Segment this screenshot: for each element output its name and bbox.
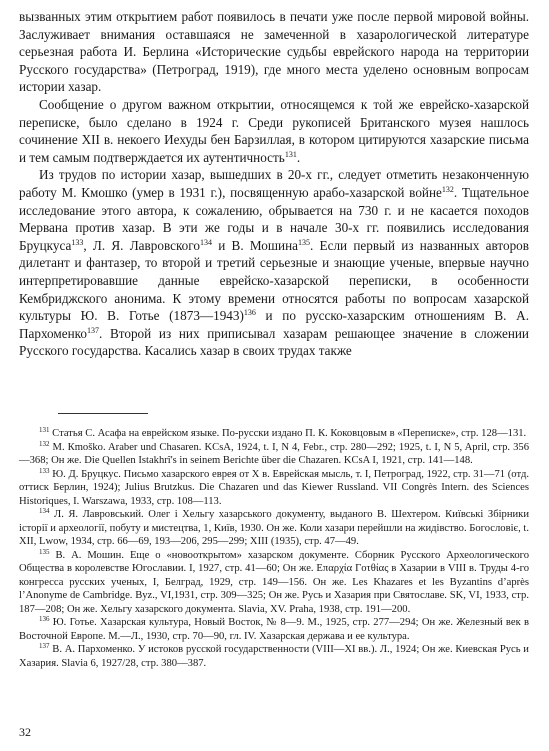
footnote-132: $^{132}$ М. Кmoško. Araber und Chasaren. KCsA, 1924, t. I, N 4, Febr., стр. 280—292; 1925, t. I, N 5, April, стр. 356—368; Он же. Die Quellen Istakhrî's in seinem Berichte über die Chazaren. KCsA I, 1921, стр. 141—148.	[19, 439, 529, 466]
paragraph-1: вызванных этим открытием работ появилось в печати уже после первой мировой войны. Заслуживает внимания оставшаяся не замеченной в хазарологической литературе серьезная работа И. Берлина «Исторические судьбы еврейского народа на территории Русского государства» (Петроград, 1919), где много места уделено основным вопросам истории хазар.	[19, 9, 529, 95]
footnote-ref-131: 131	[284, 149, 297, 159]
footnote-ref-134: 134	[199, 237, 212, 247]
paragraph-3: Из трудов по истории хазар, вышедших в 20-х гг., следует отметить незаконченную работу М. Кмошко (умер в 1931 г.), посвященную арабо-хазарской войне$^{132}$. Тщательное исследование этого автора, к сожалению, обрывается на 730 г. и не касается походов Мервана против хазар. В эти же годы и в начале 30-х гг. появились исследования Бруцкуса$^{133}$, Л. Я. Лавровского$^{134}$ и В. Мошина$^{135}$. Если первый из названных авторов дилетант и фантазер, то второй и третий серьезные и знающие ученые, впервые научно интерпретировавшие данные еврейско-хазарской переписки, в особенности Кембриджского анонима. К этому времени относятся работы по вопросам хазарской культуры Ю. В. Готье (1873—1943)$^{136}$ и по русско-хазарским отношениям В. А. Пархоменко$^{137}$. Второй из них приписывал хазарам решающее значение в сложении Русского государства. Касались хазар в своих трудах также	[19, 167, 529, 359]
footnote-ref-136: 136	[243, 308, 256, 318]
main-text	[19, 8, 529, 360]
footnote-ref-137: 137	[87, 325, 99, 335]
footnote-ref-135: 135	[298, 237, 310, 247]
footnote-134: $^{134}$ Л. Я. Лавровський. Олег і Хельгу хазарського документу, выданого В. Шехтером. Київськi Збiрники історії и археології, побуту и мистецтва, 1, Київ, 1930. Он же. Коли хазари перейшли на жидiвство. Богословіє, t. XII, Lwow, 1934, стр. 66—69, 193—206, 295—299; XIII (1935), стр. 47—49.	[19, 507, 529, 547]
page-number: 32	[19, 725, 31, 739]
footnote-137: $^{137}$ В. А. Пархоменко. У истоков русской государственности (VIII—XI вв.). Л., 1924; Он же. Киевская Русь и Хазария. Slavia 6, 1927/28, стр. 380—387.	[19, 642, 529, 669]
paragraph-2: Сообщение о другом важном открытии, относящемся к той же еврейско-хазарской переписке, было сделано в 1924 г. Среди рукописей Британского музея нашлось сочинение XII в. некоего Иехуды бен Барзиллая, в котором цитируются хазарские письма и тем самым подтверждается их аутентичность$^{131}$.	[19, 96, 529, 165]
footnotes	[19, 427, 529, 670]
footnote-135: $^{135}$ В. А. Мошин. Еще о «новооткрытом» хазарском документе. Сборник Русского Археологического Общества в королевстве Югославии. I, 1927, стр. 41—60; Он же. Επαρχία Γοτθίας в Хазарии в VIII в. Труды 4-го конгресса русских ученых, I, Белград, 1929, стр. 149—156. Он же. Les Khazares et les Byzantins d’après l’Anonyme de Cambridge. Byz., VI,1931, стр. 309—325; Он же. Русь и Хазария при Святославе. SK, VI, 1933, стр. 187—208; Он же. Хельгу хазарского документа. Slavia, XV. Praha, 1938, стр. 191—200.	[19, 547, 530, 615]
footnote-ref-133: 133	[71, 237, 84, 247]
footnote-133: $^{133}$ Ю. Д. Бруцкус. Письмо хазарского еврея от X в. Еврейская мысль, т. I, Петроград, 1922, стр. 31—71 (отд. оттиск Берлин, 1924); Julius Brutzkus. Die Chazaren und das Kiewer Russland. VII Congrès Intern. des Sciences Historiques, I. Warszawa, 1933, стр. 108—113.	[19, 466, 529, 507]
footnote-ref-132: 132	[441, 184, 454, 194]
footnote-136: $^{136}$ Ю. Готье. Хазарская культура, Новый Восток, № 8—9. М., 1925, стр. 277—294; Он же. Железный век в Восточной Европе. М.—Л., 1930, стр. 70—90, гл. IV. Хазарская держава и ее культура.	[19, 615, 529, 642]
footnote-divider	[58, 413, 148, 414]
footnote-131: $^{131}$ Статья С. Асафа на еврейском языке. По-русски издано П. К. Коковцовым в «Переписке», стр. 128—131.	[39, 426, 527, 439]
